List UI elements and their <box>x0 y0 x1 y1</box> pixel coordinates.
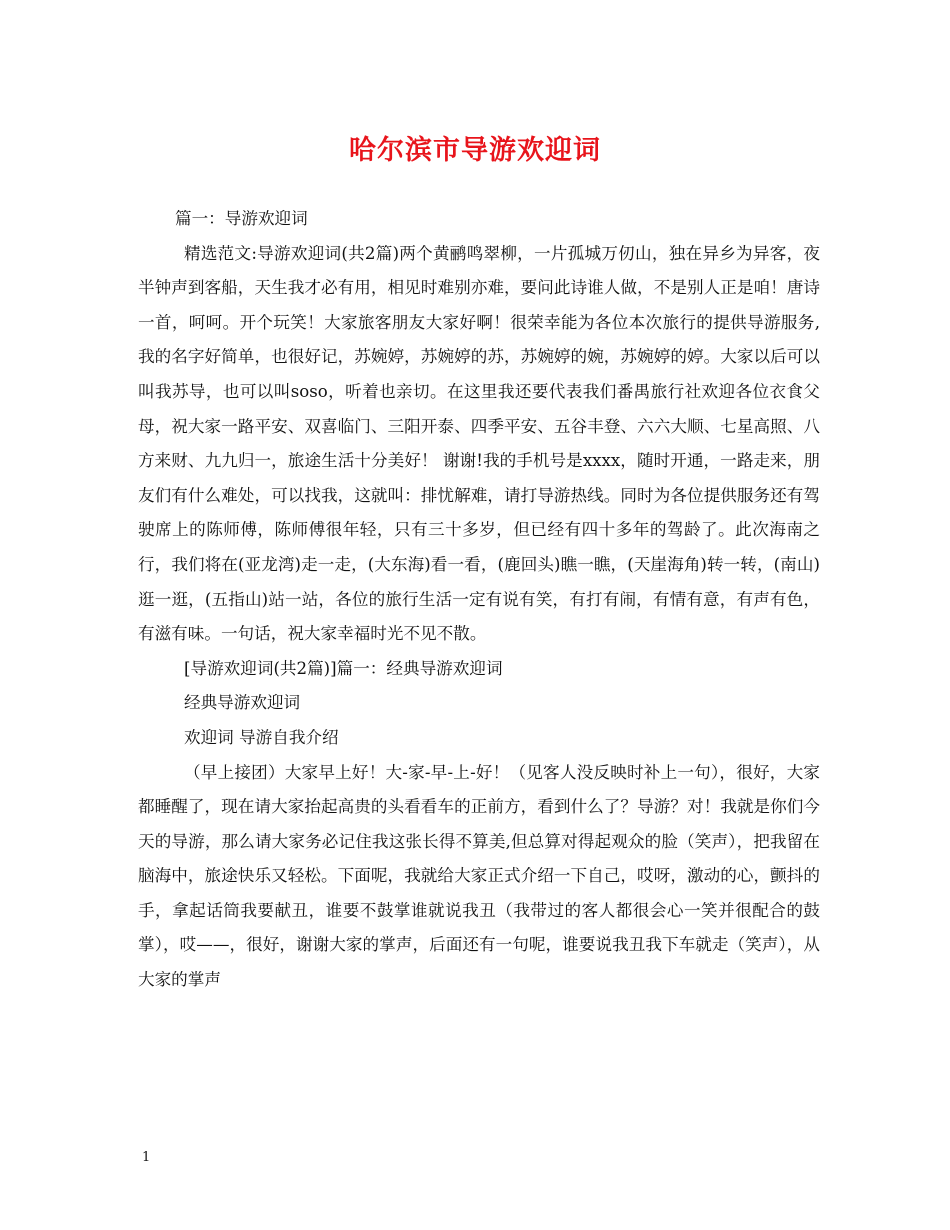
document-body <box>138 202 820 998</box>
document-title: 哈尔滨市导游欢迎词 <box>349 135 601 166</box>
body-paragraph: 精选范文:导游欢迎词(共2篇)两个黄鹂鸣翠柳，一片孤城万仞山，独在异乡为异客，夜半钟声到客船，天生我才必有用，相见时难别亦难，要问此诗谁人做，不是别人正是咱！唐诗一首，呵呵。开个玩笑！大家旅客朋友大家好啊！很荣幸能为各位本次旅行的提供导游服务,我的名字好简单，也很好记，苏婉婷，苏婉婷的苏，苏婉婷的婉，苏婉婷的婷。大家以后可以叫我苏导，也可以叫soso，听着也亲切。在这里我还要代表我们番禺旅行社欢迎各位衣食父母，祝大家一路平安、双喜临门、三阳开泰、四季平安、五谷丰登、六六大顺、七星高照、八方来财、九九归一，旅途生活十分美好！ 谢谢!我的手机号是xxxx，随时开通，一路走来，朋友们有什么难处，可以找我，这就叫：排忧解难，请打导游热线。同时为各位提供服务还有驾驶席上的陈师傅，陈师傅很年轻，只有三十多岁，但已经有四十多年的驾龄了。此次海南之行，我们将在(亚龙湾)走一走，(大东海)看一看，(鹿回头)瞧一瞧，(天崖海角)转一转，(南山)逛一逛，(五指山)站一站，各位的旅行生活一定有说有笑，有打有闹，有情有意，有声有色，有滋有味。一句话，祝大家幸福时光不见不散。 <box>138 243 820 644</box>
section-heading: 经典导游欢迎词 <box>184 693 301 713</box>
page-number: 1 <box>142 1150 151 1165</box>
section-heading: 篇一：导游欢迎词 <box>175 209 308 228</box>
section-heading: 欢迎词 导游自我介绍 <box>184 727 339 747</box>
body-paragraph: （早上接团）大家早上好！大-家-早-上-好！（见客人没反映时补上一句），很好，大家都睡醒了，现在请大家抬起高贵的头看看车的正前方，看到什么了？导游？对！我就是你们今天的导游，那么请大家务必记住我这张长得不算美,但总算对得起观众的脸（笑声），把我留在脑海中，旅途快乐又轻松。下面呢，我就给大家正式介绍一下自己，哎呀，激动的心，颤抖的手，拿起话筒我要献丑，谁要不鼓掌谁就说我丑（我带过的客人都很会心一笑并很配合的鼓掌），哎——，很好，谢谢大家的掌声，后面还有一句呢，谁要说我丑我下车就走（笑声），从大家的掌声 <box>138 762 820 990</box>
section-heading: [导游欢迎词(共2篇)]篇一：经典导游欢迎词 <box>184 658 503 678</box>
